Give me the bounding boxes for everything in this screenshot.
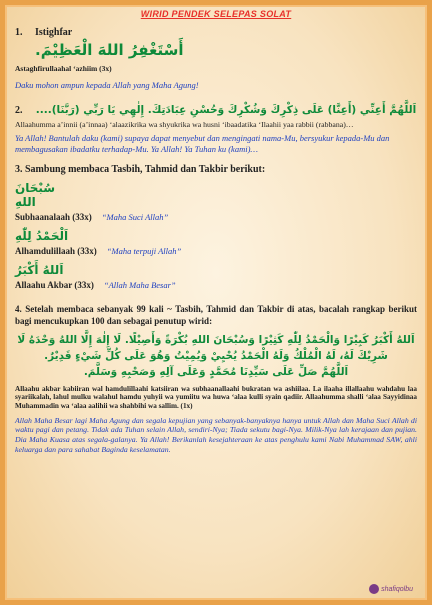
doa-rumi: Allaahumma a’innii (a’innaa) ‘alaazikrika wa shyukrika wa husni ‘ibaadatika ‘Ilaahii yaa rabbii (rabbana)… bbox=[15, 120, 354, 129]
closing-meaning: Allah Maha Besar lagi Maha Agung dan segala kepujian yang sebanyak-banyaknya hanya untuk Allah dan Maha Suci Allah di waktu pagi dan petang. Tidak ada Tuhan selain Allah, sendiri-Nya; Tiada sekutu bagi-Nya. Milik-Nya lah kerajaan dan pujian. Dia Maha Kuasa atas segala-galanya. Ya Allah! Berikanlah kesejahteraan ke atas penghulu kami Nabi Muhammad SAW, ahli keluarga dan para sahabat Baginda keselamatan. bbox=[15, 415, 417, 454]
doa-arabic: اَللَّهُمَّ أَعِنِّي (أَعِنَّا) عَلَى ذِكْرِكَ وَشُكْرِكَ وَحُسْنِ عِبَادَتِكَ. إِلٰهِي يَا رَبِّي (رَبَّنَا).... bbox=[35, 104, 417, 116]
page-title: WIRID PENDEK SELEPAS SOLAT bbox=[140, 9, 292, 19]
brand-watermark: shafiqolbu bbox=[369, 584, 413, 594]
doa-meaning: Ya Allah! Bantulah daku (kami) supaya dapat menyebut dan mengingati nama-Mu, bersyukur kepada-Mu dan membagusakan ibadatku terhadap-Mu. Ya Allah! Ya Tuhan ku (kami)… bbox=[15, 133, 390, 155]
section-3-heading: 3. Sambung membaca Tasbih, Tahmid dan Takbir berikut: bbox=[15, 164, 266, 176]
tahmid-rumi: Alhamdulillaah (33x) bbox=[15, 246, 97, 257]
takbir-rumi: Allaahu Akbar (33x) bbox=[15, 280, 94, 291]
takbir-row bbox=[15, 280, 417, 290]
tasbih-arabic: سُبْحَانَ اللهِ bbox=[15, 181, 56, 210]
tasbih-row bbox=[15, 212, 417, 222]
section-2-heading: 2. اَللَّهُمَّ أَعِنِّي (أَعِنَّا) عَلَى ذِكْرِكَ وَشُكْرِكَ وَحُسْنِ عِبَادَتِكَ. إِلٰهِي يَا رَبِّي (رَبَّنَا).... bbox=[15, 104, 417, 116]
brand-logo-icon bbox=[369, 584, 379, 594]
section-4-heading: 4. Setelah membaca sebanyak 99 kali ~ Tasbih, Tahmid dan Takbir di atas, bacalah rangkap berikut bagi mencukupkan 100 dan sebagai penutup wirid: bbox=[15, 304, 417, 326]
closing-arabic-line-2: شَرِيْكَ لَهُ، لَهُ الْمُلْكُ وَلَهُ الْحَمْدُ يُحْيِيْ وَيُمِيْتُ وَهُوَ عَلَى كُلِّ شَيْءٍ قَدِيْرٌ. bbox=[44, 350, 388, 363]
istighfar-meaning: Daku mohon ampun kepada Allah yang Maha Agung! bbox=[15, 80, 199, 90]
closing-rumi: Allaahu akbar kabiiran wal hamdulillaahi katsiiran wa subhaanallaahi bukratan wa ashiilaa. La ilaaha illallaahu wahdahu laa syariikalah, lahul mulku walahul hamdu yuhyii wa yumiitu wa huwa ‘alaa kulli syain qadiir. Allaahumma shalli ‘alaa Sayyidinaa Muhammadin wa ‘alaa aalihii wa shahbihi wa sallim. (1x) bbox=[15, 384, 417, 411]
section-1-heading: 1. Istighfar bbox=[15, 27, 73, 38]
tahmid-row bbox=[15, 246, 417, 256]
tahmid-meaning: “Maha terpuji Allah” bbox=[106, 246, 182, 257]
takbir-arabic: اَللهُ أَكْبَرُ bbox=[15, 263, 64, 278]
closing-arabic-line-3: اَللَّهُمَّ صَلِّ عَلَى سَيِّدِنَا مُحَمَّدٍ وَعَلَى آلِهِ وَصَحْبِهِ وَسَلَّمَ. bbox=[83, 366, 349, 379]
tasbih-rumi: Subhaanalaah (33x) bbox=[15, 212, 92, 223]
closing-arabic-line-1: اَللهُ أَكْبَرُ كَبِيْرًا وَالْحَمْدُ لِلّٰهِ كَثِيْرًا وَسُبْحَانَ اللهِ بُكْرَةً وَأَصِيْلًا. لَا إِلٰهَ إِلَّا اللهُ وَحْدَهُ لَا bbox=[17, 333, 415, 346]
takbir-meaning: “Allah Maha Besar” bbox=[103, 280, 176, 291]
tasbih-meaning: “Maha Suci Allah” bbox=[101, 212, 169, 223]
istighfar-arabic: أَسْتَغْفِرُ اللهَ الْعَظِيْمَ. bbox=[35, 41, 184, 59]
tahmid-arabic: اَلْحَمْدُ لِلّٰهِ bbox=[15, 229, 69, 244]
istighfar-rumi: Astaghfirullaahal ‘azhiim (3x) bbox=[15, 64, 112, 73]
